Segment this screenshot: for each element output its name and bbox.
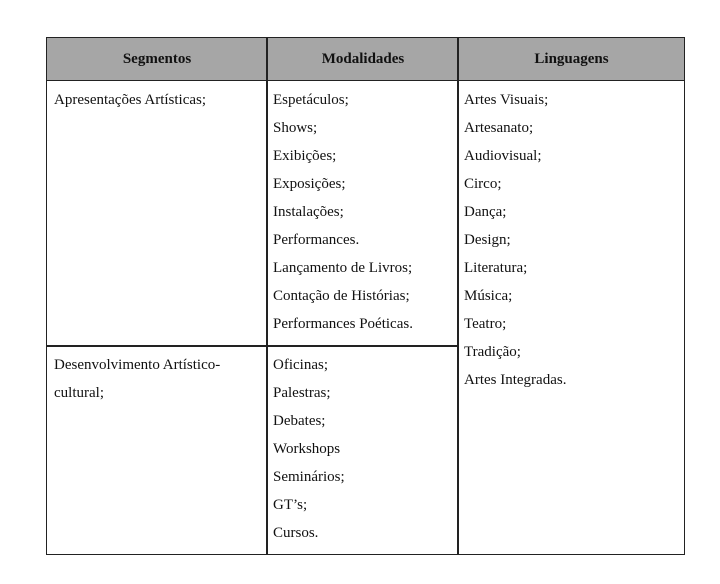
header-modalidades: Modalidades	[321, 50, 405, 67]
list-item: Lançamento de Livros;	[273, 260, 413, 276]
list-item: Shows;	[273, 120, 318, 136]
header-linguagens: Linguagens	[534, 50, 609, 67]
segment-text: Apresentações Artísticas;	[54, 92, 207, 108]
list-item: Literatura;	[464, 260, 528, 276]
list-item: Oficinas;	[273, 357, 328, 373]
list-item: GT’s;	[273, 497, 308, 513]
list-item: Performances.	[273, 232, 360, 248]
list-item: Música;	[464, 288, 513, 304]
list-item: Debates;	[273, 413, 326, 429]
list-item: Exposições;	[273, 176, 346, 192]
list-item: Seminários;	[273, 469, 345, 485]
column-divider-2	[457, 38, 459, 554]
list-item: Palestras;	[273, 385, 331, 401]
linguagens-cell	[464, 86, 566, 394]
list-item: Dança;	[464, 204, 507, 220]
segment-cell-2	[54, 351, 220, 407]
data-table	[46, 37, 685, 555]
list-item: Design;	[464, 232, 511, 248]
segment-cell-1	[54, 86, 206, 114]
list-item: Cursos.	[273, 525, 319, 541]
list-item: Audiovisual;	[464, 148, 542, 164]
segment-text-line-1: Desenvolvimento Artístico-	[54, 357, 221, 373]
list-item: Instalações;	[273, 204, 344, 220]
list-item: Tradição;	[464, 344, 521, 360]
list-item: Circo;	[464, 176, 502, 192]
list-item: Contação de Histórias;	[273, 288, 410, 304]
list-item: Teatro;	[464, 316, 507, 332]
row-divider	[47, 345, 458, 347]
segment-text-line-2: cultural;	[54, 385, 104, 401]
modalidades-cell-1	[273, 86, 413, 338]
header-segmentos: Segmentos	[122, 50, 192, 67]
list-item: Workshops	[273, 441, 341, 457]
list-item: Artes Visuais;	[464, 92, 549, 108]
list-item: Artesanato;	[464, 120, 534, 136]
list-item: Performances Poéticas.	[273, 316, 413, 332]
table-header-row	[47, 38, 684, 81]
list-item: Artes Integradas.	[464, 372, 567, 388]
list-item: Exibições;	[273, 148, 337, 164]
list-item: Espetáculos;	[273, 92, 349, 108]
modalidades-cell-2	[273, 351, 345, 547]
column-divider-1	[266, 38, 268, 554]
